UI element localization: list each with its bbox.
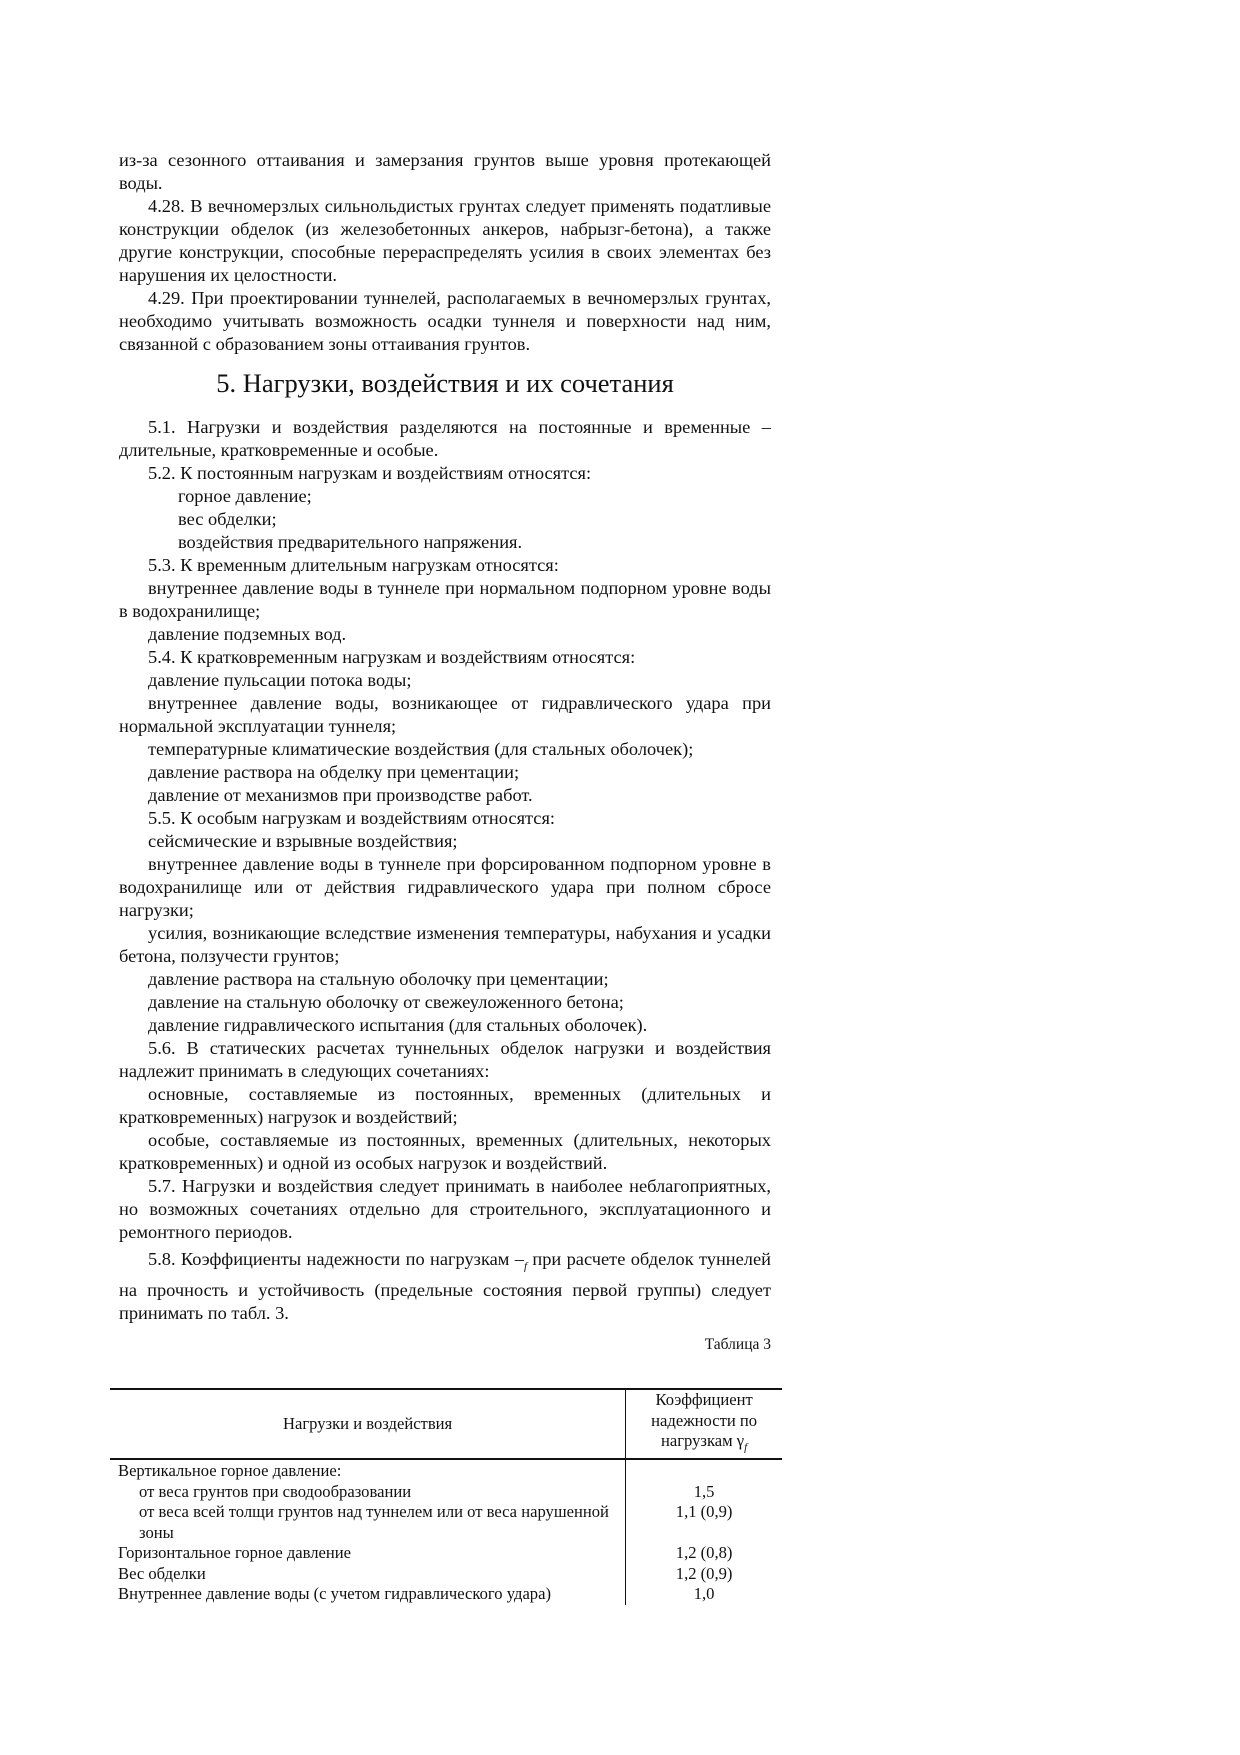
- table-3: [110, 1388, 782, 1605]
- header-coefficient-text: Коэффициент надежности по нагрузкам γ: [651, 1390, 758, 1451]
- list-item: усилия, возникающие вследствие изменения температуры, набухания и усадки бетона, ползучести грунтов;: [119, 923, 771, 966]
- row-label: Горизонтальное горное давление: [110, 1543, 626, 1564]
- list-item: внутреннее давление воды в туннеле при нормальном подпорном уровне воды в водохранилище;: [119, 578, 771, 621]
- list-item: температурные климатические воздействия (для стальных оболочек);: [148, 739, 694, 759]
- list-item: внутреннее давление воды в туннеле при форсированном подпорном уровне в водохранилище или от действия гидравлического удара при полном сбросе нагрузки;: [119, 854, 771, 920]
- table-row: [110, 1482, 782, 1503]
- p58-before: 5.8. Коэффициенты надежности по нагрузкам: [148, 1249, 515, 1269]
- row-value: 1,0: [693, 1584, 715, 1603]
- table-row: [110, 1584, 782, 1605]
- paragraph-5-5: 5.5. К особым нагрузкам и воздействиям относятся:: [148, 808, 556, 828]
- table-row: [110, 1459, 782, 1482]
- paragraph-5-6: 5.6. В статических расчетах туннельных обделок нагрузки и воздействия надлежит принимать в следующих сочетаниях:: [119, 1038, 771, 1081]
- row-value: 1,2 (0,8): [675, 1543, 733, 1562]
- list-item: внутреннее давление воды, возникающее от гидравлического удара при нормальной эксплуатации туннеля;: [119, 693, 771, 736]
- list-item: горное давление;: [178, 486, 312, 506]
- paragraph-4-29: 4.29. При проектировании туннелей, располагаемых в вечномерзлых грунтах, необходимо учитывать возможность осадки туннеля и поверхности над ним, связанной с образованием зоны оттаивания грунтов.: [119, 288, 771, 354]
- table-row: [110, 1543, 782, 1564]
- list-item: давление гидравлического испытания (для стальных оболочек).: [148, 1015, 648, 1035]
- row-label: от веса всей толщи грунтов над туннелем или от веса нарушенной зоны: [110, 1502, 626, 1543]
- row-value: [626, 1459, 782, 1482]
- list-item: основные, составляемые из постоянных, временных (длительных и кратковременных) нагрузок и воздействий;: [119, 1084, 771, 1127]
- list-item: вес обделки;: [178, 509, 277, 529]
- paragraph-continuation: из-за сезонного оттаивания и замерзания грунтов выше уровня протекающей воды.: [119, 150, 771, 193]
- table-caption: Таблица 3: [704, 1335, 771, 1353]
- gamma-f-symbol: –: [514, 1249, 524, 1269]
- list-item: давление пульсации потока воды;: [148, 670, 412, 690]
- row-value: 1,2 (0,9): [675, 1563, 733, 1583]
- list-item: особые, составляемые из постоянных, временных (длительных, некоторых кратковременных) и одной из особых нагрузок и воздействий.: [119, 1130, 771, 1173]
- row-value: 1,1 (0,9): [675, 1502, 733, 1521]
- list-item: сейсмические и взрывные воздействия;: [148, 831, 458, 851]
- list-item: давление от механизмов при производстве работ.: [148, 785, 533, 805]
- table-row: [110, 1502, 782, 1543]
- list-item: давление раствора на стальную оболочку при цементации;: [148, 969, 609, 989]
- paragraph-4-28: 4.28. В вечномерзлых сильнольдистых грунтах следует применять податливые конструкции обделок (из железобетонных анкеров, набрызг-бетона), а также другие конструкции, способные перераспределять усилия в своих элементах без нарушения их целостности.: [119, 196, 771, 285]
- list-item: давление раствора на обделку при цементации;: [148, 762, 520, 782]
- header-loads: Нагрузки и воздействия: [110, 1389, 626, 1459]
- table-header-row: [110, 1389, 782, 1459]
- row-label: от веса грунтов при сводообразовании: [110, 1482, 626, 1503]
- list-item: воздействия предварительного напряжения.: [178, 532, 523, 552]
- row-label: Вертикальное горное давление:: [110, 1459, 626, 1482]
- list-item: давление подземных вод.: [148, 624, 347, 644]
- paragraph-5-4: 5.4. К кратковременным нагрузкам и воздействиям относятся:: [148, 647, 636, 667]
- table-row: [110, 1564, 782, 1585]
- row-label: Вес обделки: [110, 1564, 626, 1585]
- body-text: [119, 149, 771, 1355]
- row-value: 1,5: [693, 1481, 715, 1501]
- paragraph-5-7: 5.7. Нагрузки и воздействия следует принимать в наиболее неблагоприятных, но возможных сочетаниях отдельно для строительного, эксплуатационного и ремонтного периодов.: [119, 1176, 771, 1242]
- header-coefficient-subscript: f: [744, 1441, 748, 1454]
- gamma-f-subscript: f: [523, 1260, 528, 1273]
- paragraph-5-3: 5.3. К временным длительным нагрузкам относятся:: [148, 555, 559, 575]
- row-label: Внутреннее давление воды (с учетом гидравлического удара): [110, 1584, 626, 1605]
- header-coefficient: [626, 1389, 782, 1459]
- paragraph-5-1: 5.1. Нагрузки и воздействия разделяются на постоянные и временные – длительные, кратковременные и особые.: [119, 417, 771, 460]
- paragraph-5-8: [119, 1248, 771, 1325]
- list-item: давление на стальную оболочку от свежеуложенного бетона;: [148, 992, 624, 1012]
- p58-after: при расчете обделок туннелей на прочность и устойчивость (предельные состояния первой группы) следует принимать по табл. 3.: [119, 1249, 771, 1323]
- section-title: 5. Нагрузки, воздействия и их сочетания: [216, 368, 674, 398]
- paragraph-5-2: 5.2. К постоянным нагрузкам и воздействиям относятся:: [148, 463, 592, 483]
